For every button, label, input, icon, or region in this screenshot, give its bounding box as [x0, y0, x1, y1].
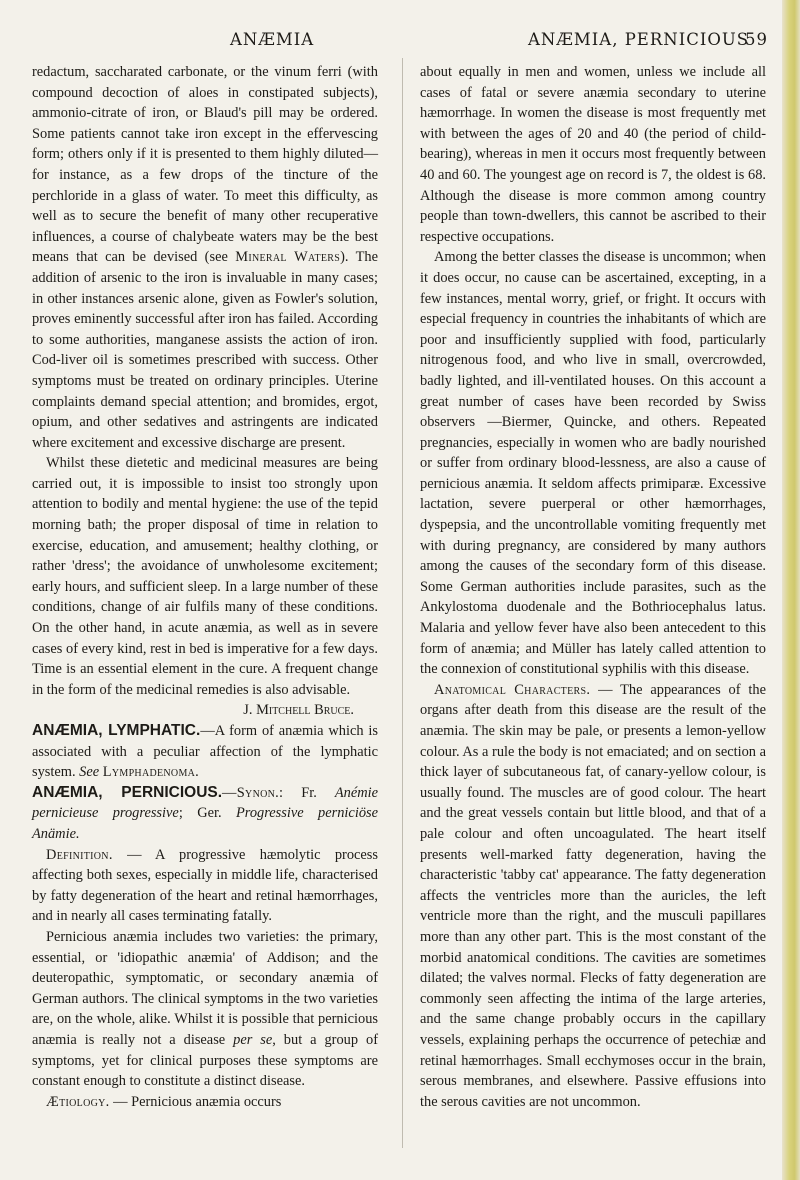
- cross-reference: Mineral Waters: [235, 249, 341, 266]
- cross-reference: Lymphadenoma.: [102, 764, 200, 781]
- column-divider: [402, 58, 403, 1148]
- definition: Definition. — A progressive hæmolytic process affecting both sexes, especially in middle life, characterised by fatty degeneration of the heart and retinal hæmorrhages, and in nearly all cases terminating fatally.: [32, 846, 378, 925]
- paragraph: redactum, saccharated carbonate, or the vinum ferri (with compound decoction of aloes in constipated subjects), ammonio-citrate of iron, or Blaud's pill may be ordered. Some patients cannot take iron except in the effervescing form; others only if it is presented to them highly diluted—for instance, as a few drops of the tincture of the perchloride in a glass of water. To meet this difficulty, as well as to secure the benefit of many other recuperative influences, a course of chalybeate waters may be the best means that can be devised (see Mineral Waters). The addition of arsenic to the iron is invaluable in many cases; in other instances arsenic alone, given as Fowler's solution, proves eminently successful after iron has failed. According to some authorities, manganese assists the action of iron. Cod-liver oil is sometimes prescribed with success. Other symptoms must be treated on ordinary principles. Uterine complaints demand special attention; and bromides, ergot, opium, and other sedatives and astringents are indicated where excitement and excessive discharge are present.: [32, 64, 378, 451]
- aetiology: Ætiology. — Pernicious anæmia occurs: [46, 1093, 282, 1110]
- section-label: Definition.: [46, 846, 113, 863]
- header-left-title: ANÆMIA: [230, 30, 315, 49]
- header-right-title: ANÆMIA, PERNICIOUS: [528, 30, 750, 49]
- section-label: Ætiology.: [46, 1093, 110, 1110]
- left-column: [32, 62, 378, 1112]
- author-signature: J. Mitchell Bruce.: [243, 702, 354, 719]
- running-header: [30, 30, 770, 54]
- paragraph: Pernicious anæmia includes two varieties: the primary, essential, or 'idiopathic anæmia' of Addison; and the deuteropathic, symptomatic, or secondary anæmia of German authors. The clinical symptoms in the two varieties are, on the whole, alike. Whilst it is possible that pernicious anæmia is really not a disease per se, but a group of symptoms, yet for clinical purposes these symptoms are constant enough to constitute a distinct disease.: [32, 928, 378, 1090]
- entry-title: ANÆMIA, LYMPHATIC.: [32, 722, 201, 739]
- anatomical-characters: Anatomical Characters. — The appearances of the organs after death from this disease are the result of the anæmia. The skin may be pale, or presents a lemon-yellow colour. As a rule the body is not emaciated; and on section a thick layer of subcutaneous fat, of canary-yellow colour, is usually found. The muscles are of good colour. The heart and the great vessels contain but little blood, and that of a pale colour and often uncoagulated. The heart itself presents well-marked fatty degeneration, having the characteristic 'tabby cat' appearance. The fatty degeneration affects the ventricles more than the auricles, the left ventricle more than the right, and the musculi papillares more than any other part. This is the most constant of the morbid anatomical conditions. The cavities are sometimes dilated; the valves normal. Flecks of fatty degeneration are commonly seen affecting the intima of the large arteries, and the same change probably occurs in the capillary vessels, explaining perhaps the occurrence of petechiæ and retinal hæmorrhages. Small ecchymoses occur in the brain, serous membranes, and elsewhere. Passive effusions into the serous cavities are not uncommon.: [420, 681, 766, 1110]
- paragraph: Whilst these dietetic and medicinal measures are being carried out, it is impossible to insist too strongly upon attention to bodily and mental hygiene: the use of the tepid morning bath; the proper disposal of time in relation to exercise, education, and amusement; healthy clothing, or rather 'dress'; the avoidance of unwholesome excitement; early hours, and sufficient sleep. In a large number of these conditions, change of air fulfils many of these conditions. On the other hand, in acute anæmia, as well as in severe cases of every kind, rest in bed is imperative for a few days. Time is an essential element in the cure. A frequent change in the form of the medicinal remedies is also advisable.: [32, 455, 378, 698]
- page-edge: [782, 0, 800, 1180]
- right-column: [420, 62, 766, 1112]
- paragraph: about equally in men and women, unless we include all cases of fatal or severe anæmia secondary to uterine hæmorrhage. In women the disease is most frequently met with between the ages of 20 and 40 (the period of child-bearing), whereas in men it occurs most frequently between 40 and 60. The youngest age on record is 7, the oldest is 68. Although the disease is more common among country people than town-dwellers, this cannot be ascribed to their respective occupations.: [420, 64, 766, 245]
- page-number: 59: [745, 30, 768, 49]
- entry-lymphatic: ANÆMIA, LYMPHATIC.—A form of anæmia which is associated with a peculiar affection of the lymphatic system. See Lymphadenoma.: [32, 722, 379, 781]
- paragraph: Among the better classes the disease is uncommon; when it does occur, no cause can be ascertained, excepting, in a few instances, mental worry, grief, or fright. It occurs with especial frequency in countries the inhabitants of which are poor and insufficiently supplied with food, particularly nitrogenous food, and who live in small, overcrowded, badly lighted, and ill-ventilated houses. On this account a great number of cases have been recorded by Swiss observers —Biermer, Quincke, and others. Repeated pregnancies, especially in women who are badly nourished or suffer from ordinary blood-lessness, are also a cause of pernicious anæmia. It seldom affects primiparæ. Excessive lactation, severe puerperal or other hæmorrhages, dyspepsia, and the uncontrollable vomiting frequently met with during pregnancy, are considered by many authors among the causes of the secondary form of this disease. Some German authorities include parasites, such as the Ankylostoma duodenale and the Bothriocephalus latus. Malaria and yellow fever have also been antecedent to this form of anæmia; and Müller has lately called attention to the connexion of constitutional syphilis with this disease.: [420, 249, 766, 678]
- entry-title: ANÆMIA, PERNICIOUS.: [32, 783, 223, 801]
- section-label: Anatomical Characters.: [434, 681, 591, 698]
- entry-pernicious: ANÆMIA, PERNICIOUS.—Synon.: Fr. Anémie pernicieuse progressive; Ger. Progressive perniciöse Anämie.: [32, 783, 378, 842]
